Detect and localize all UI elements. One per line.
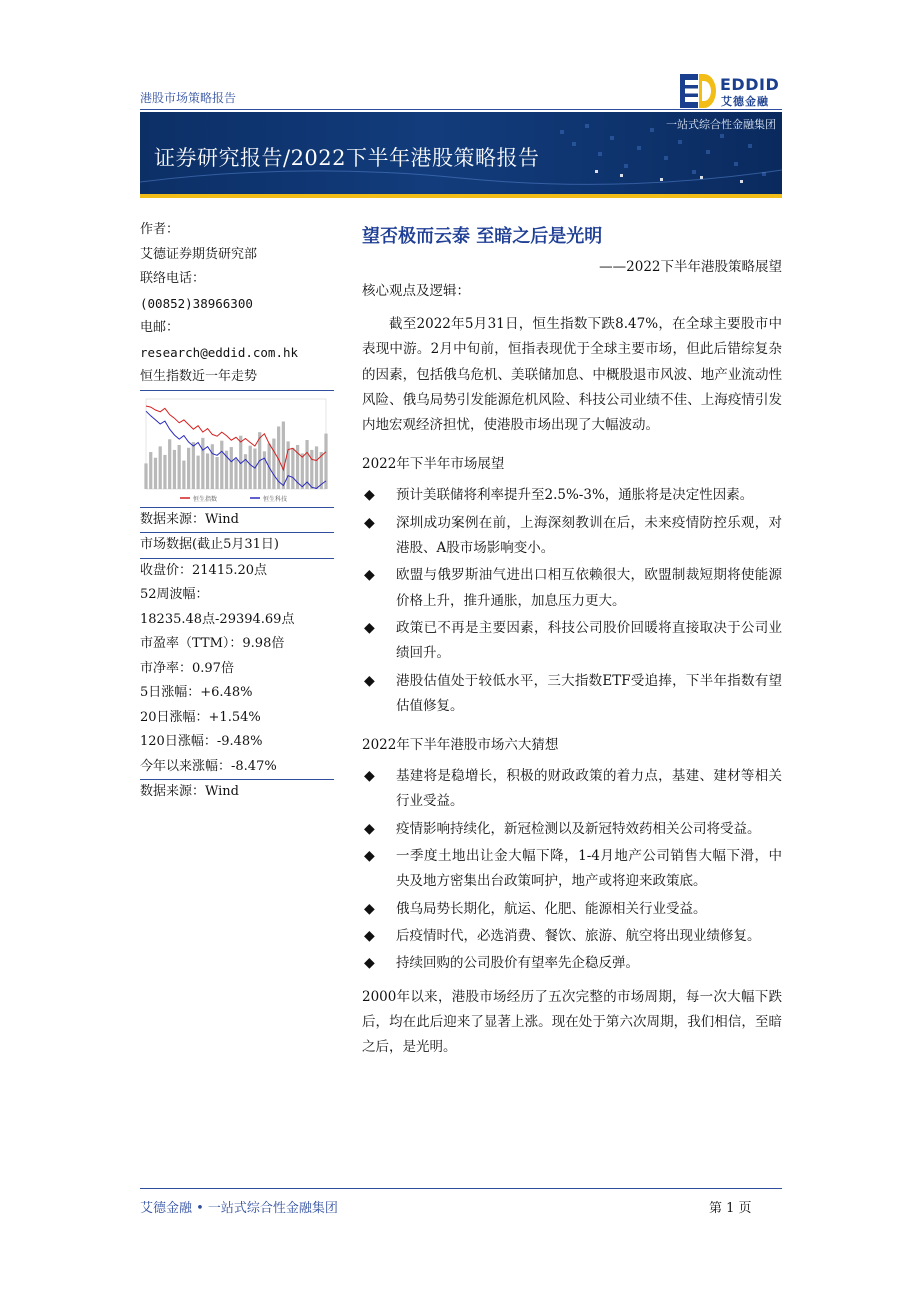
guesses-list: [362, 764, 782, 976]
diamond-bullet-icon: ◆: [364, 820, 375, 837]
report-subtitle: ——2022下半年港股策略展望: [599, 259, 782, 275]
volume-bar: [282, 421, 285, 489]
volume-bar: [215, 457, 218, 489]
volume-bar: [182, 460, 185, 488]
section-guesses-title: 2022年下半年港股市场六大猜想: [362, 737, 559, 754]
volume-bar: [230, 447, 233, 489]
volume-bar: [192, 442, 195, 489]
data-source: 数据来源：Wind: [140, 784, 239, 799]
market-data-title: 市场数据(截止5月31日): [140, 537, 279, 552]
hsi-chart-svg: [140, 393, 334, 505]
core-view-label: 核心观点及逻辑：: [362, 283, 470, 299]
intro-paragraph: 截至2022年5月31日，恒生指数下跌8.47%，在全球主要股市中表现中游。2月中旬前，恒指表现优于全球主要市场，但此后错综复杂的因素，包括俄乌危机、美联储加息、中概股退市风波、地产业流动性风险、俄乌局势引发能源危机风险、科技公司业绩不佳、上海疫情引发内地宏观经济担忧，使港股市场出现了大幅波动。: [362, 316, 782, 434]
range-value: 18235.48点-29394.69点: [140, 611, 295, 627]
phone-label: 联络电话：: [140, 271, 206, 286]
main-content: [362, 222, 782, 1060]
diamond-bullet-icon: ◆: [364, 848, 375, 865]
report-series-label: 港股市场策略报告: [140, 91, 237, 105]
diamond-bullet-icon: ◆: [364, 900, 375, 917]
volume-bar: [144, 463, 147, 489]
volume-bar: [234, 459, 237, 489]
banner-accent-bar: [140, 194, 782, 198]
author-label: 作者：: [140, 222, 180, 237]
volume-bar: [196, 455, 199, 488]
volume-bar: [154, 457, 157, 488]
page-number: 第 1 页: [709, 1201, 752, 1216]
change-20d: 20日涨幅：+1.54%: [140, 709, 261, 725]
diamond-bullet-icon: ◆: [364, 619, 375, 636]
phone-number: (00852)38966300: [140, 295, 253, 311]
banner-tagline: 一站式综合性金融集团: [666, 118, 776, 131]
legend-label: 恒生指数: [193, 495, 218, 503]
close-price: 收盘价：21415.20点: [140, 562, 268, 578]
eddid-logo: [680, 74, 784, 108]
report-title-banner: 证券研究报告/2022下半年港股策略报告: [154, 146, 540, 170]
range-label: 52周波幅：: [140, 587, 209, 602]
volume-bar: [159, 446, 162, 489]
logo-text-en: EDDID: [720, 75, 780, 94]
volume-bar: [324, 433, 327, 488]
outlook-list: [362, 483, 782, 719]
list-item: ◆ 港股估值处于较低水平，三大指数ETF受追捧，下半年指数有望估值修复。: [362, 669, 782, 720]
list-item: ◆ 一季度土地出让金大幅下降，1-4月地产公司销售大幅下滑，中央及地方密集出台政策呵护，地产或将迎来政策底。: [362, 844, 782, 895]
diamond-bullet-icon: ◆: [364, 955, 375, 972]
volume-bar: [211, 444, 214, 489]
volume-bar: [220, 440, 223, 488]
footer-brand: 艾德金融 • 一站式综合性金融集团: [140, 1201, 338, 1216]
pe-ratio: 市盈率（TTM）：9.98倍: [140, 636, 285, 651]
volume-bar: [201, 437, 204, 488]
list-item: ◆ 疫情影响持续化，新冠检测以及新冠特效药相关公司将受益。: [362, 817, 782, 842]
closing-paragraph: 2000年以来，港股市场经历了五次完整的市场周期，每一次大幅下跌后，均在此后迎来了显著上涨。现在处于第六次周期，我们相信，至暗之后，是光明。: [362, 988, 782, 1056]
list-item: ◆ 俄乌局势长期化，航运、化肥、能源相关行业受益。: [362, 897, 782, 922]
list-item: ◆ 预计美联储将利率提升至2.5%-3%，通胀将是决定性因素。: [362, 483, 782, 508]
volume-bar: [173, 449, 176, 488]
change-ytd: 今年以来涨幅：-8.47%: [140, 758, 277, 774]
chart-top-rule: [140, 390, 334, 391]
change-5d: 5日涨幅：+6.48%: [140, 685, 253, 700]
legend-label: 恒生科技: [263, 495, 288, 503]
volume-bar: [263, 451, 266, 489]
list-item: ◆ 基建将是稳增长，积极的财政政策的着力点，基建、建材等相关行业受益。: [362, 764, 782, 815]
header-divider: [140, 109, 782, 110]
chart-source: 数据来源：Wind: [140, 511, 239, 527]
diamond-bullet-icon: ◆: [364, 487, 375, 504]
logo-text-cn: 艾德金融: [721, 95, 769, 108]
diamond-bullet-icon: ◆: [364, 567, 375, 584]
diamond-bullet-icon: ◆: [364, 768, 375, 785]
list-item: ◆ 政策已不再是主要因素，科技公司股价回暖将直接取决于公司业绩回升。: [362, 616, 782, 667]
sidebar: [140, 218, 334, 805]
volume-bar: [291, 447, 294, 488]
diamond-bullet-icon: ◆: [364, 514, 375, 531]
list-item: ◆ 深圳成功案例在前，上海深刻教训在后，未来疫情防控乐观，对港股、A股市场影响变小。: [362, 511, 782, 562]
section-outlook-title: 2022年下半年市场展望: [362, 456, 505, 473]
volume-bar: [286, 441, 289, 489]
volume-bar: [249, 445, 252, 488]
diamond-bullet-icon: ◆: [364, 927, 375, 944]
volume-bar: [206, 453, 209, 489]
email-label: 电邮：: [140, 320, 180, 335]
volume-bar: [272, 438, 275, 488]
chart-title: 恒生指数近一年走势: [140, 369, 258, 384]
volume-bar: [178, 444, 181, 488]
author-name: 艾德证券期货研究部: [140, 246, 258, 262]
volume-bar: [315, 446, 318, 489]
volume-bar: [310, 449, 313, 488]
email-address: research@eddid.com.hk: [140, 344, 299, 360]
volume-bar: [168, 439, 171, 489]
volume-bar: [301, 453, 304, 489]
report-headline: 望否极而云泰 至暗之后是光明: [362, 226, 603, 247]
diamond-bullet-icon: ◆: [364, 672, 375, 689]
title-banner: [140, 112, 782, 194]
change-120d: 120日涨幅：-9.48%: [140, 734, 263, 749]
footer-divider: [140, 1188, 782, 1189]
list-item: ◆ 欧盟与俄罗斯油气进出口相互依赖很大，欧盟制裁短期将使能源价格上升，推升通胀，加息压力更大。: [362, 563, 782, 614]
logo-mark-icon: [680, 74, 716, 108]
hsi-chart: [140, 393, 334, 505]
volume-bar: [163, 454, 166, 488]
pb-ratio: 市净率：0.97倍: [140, 660, 234, 676]
volume-bar: [149, 452, 152, 489]
volume-bar: [187, 447, 190, 488]
list-item: ◆ 持续回购的公司股价有望率先企稳反弹。: [362, 951, 782, 976]
list-item: ◆ 后疫情时代，必选消费、餐饮、旅游、航空将出现业绩修复。: [362, 924, 782, 949]
